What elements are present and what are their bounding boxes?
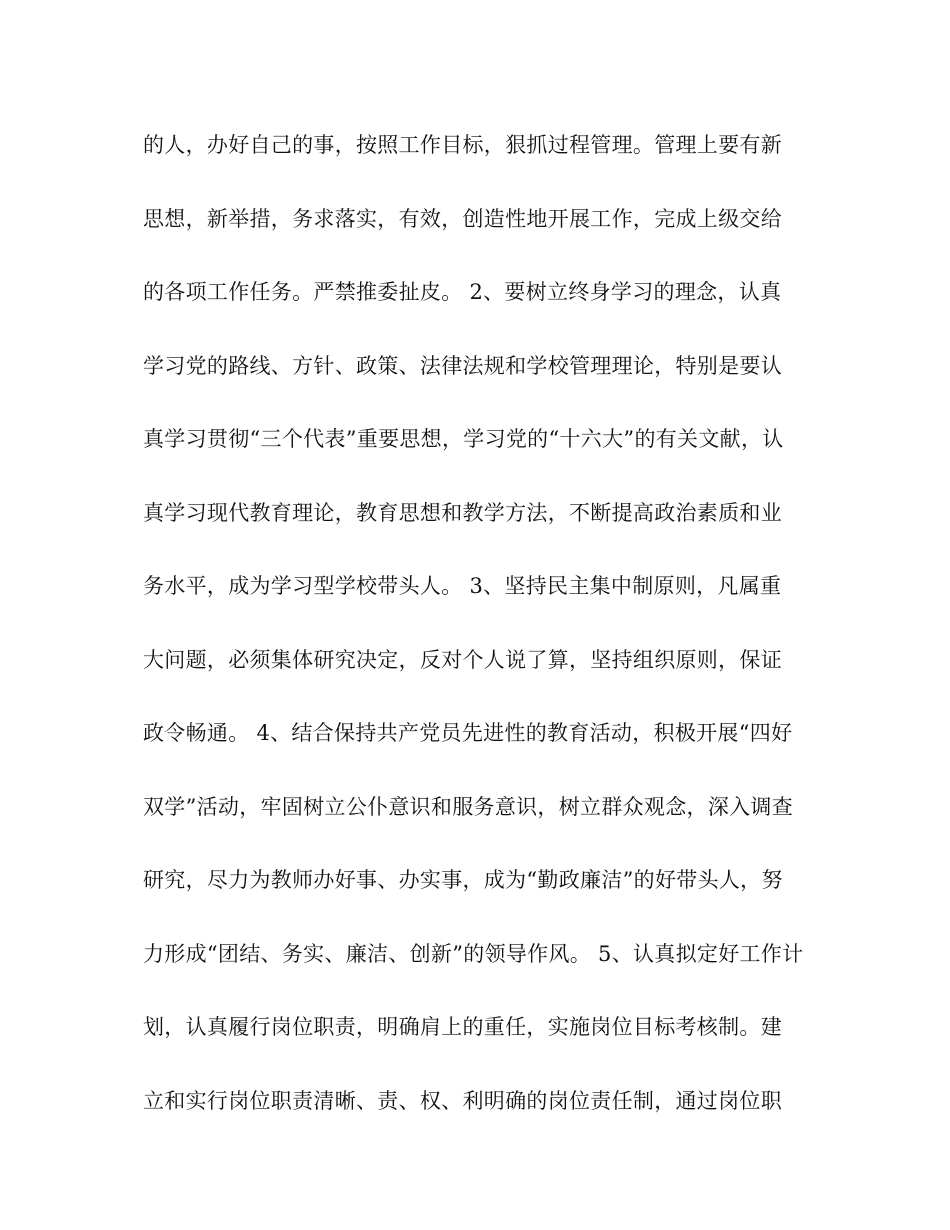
text-line: 立和实行岗位职责清晰、责、权、利明确的岗位责任制，通过岗位职 xyxy=(143,1088,782,1113)
text-line: 务水平，成为学习型学校带头人。 3、坚持民主集中制原则，凡属重 xyxy=(143,574,782,598)
text-line: 的人，办好自己的事，按照工作目标，狠抓过程管理。管理上要有新 xyxy=(143,133,782,157)
text-line: 真学习现代教育理论，教育思想和教学方法，不断提高政治素质和业 xyxy=(143,500,782,525)
text-line: 力形成“团结、务实、廉洁、创新”的领导作风。 5、认真拟定好工作计 xyxy=(143,941,804,966)
text-line: 的各项工作任务。严禁推委扯皮。 2、要树立终身学习的理念，认真 xyxy=(143,280,782,304)
text-line: 研究，尽力为教师办好事、办实事，成为“勤政廉洁”的好带头人，努 xyxy=(143,868,783,892)
text-line: 双学”活动，牢固树立公仆意识和服务意识，树立群众观念，深入调查 xyxy=(143,794,794,819)
text-line: 政令畅通。 4、结合保持共产党员先进性的教育活动，积极开展“四好 xyxy=(143,721,793,745)
text-line: 真学习贯彻“三个代表”重要思想，学习党的“十六大”的有关文献，认 xyxy=(143,427,784,451)
text-line: 思想，新举措，务求落实，有效，创造性地开展工作，完成上级交给 xyxy=(143,206,782,231)
body-text xyxy=(143,123,823,1152)
text-line: 划，认真履行岗位职责，明确肩上的重任，实施岗位目标考核制。建 xyxy=(143,1015,782,1039)
text-line: 大问题，必须集体研究决定，反对个人说了算，坚持组织原则，保证 xyxy=(143,647,782,672)
text-line: 学习党的路线、方针、政策、法律法规和学校管理理论，特别是要认 xyxy=(143,353,782,378)
